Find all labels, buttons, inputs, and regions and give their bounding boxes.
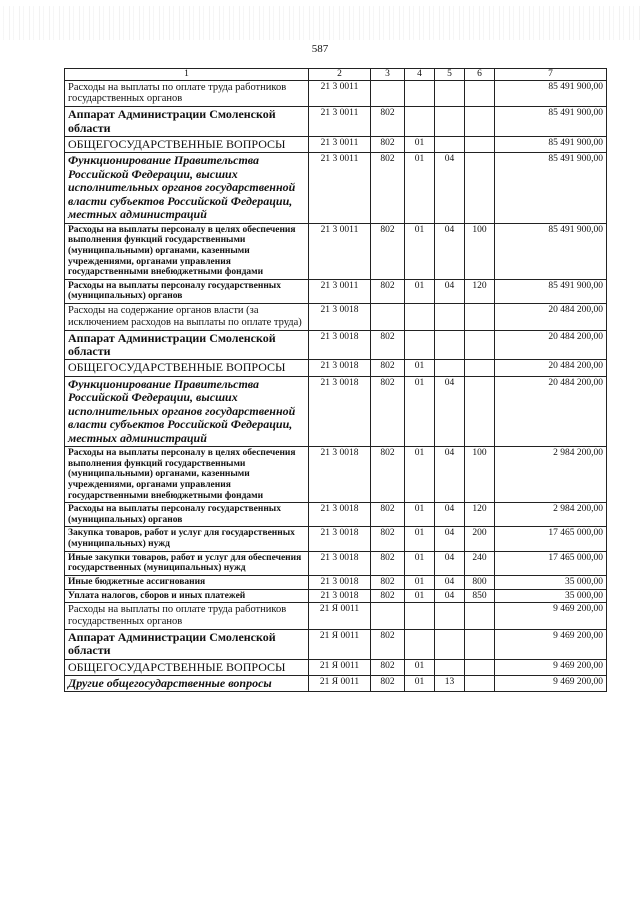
amount-cell: 9 469 200,00 (495, 603, 607, 630)
table-row (65, 376, 607, 446)
expense-type-cell (465, 603, 495, 630)
ministry-code-cell (371, 304, 405, 331)
expense-type-cell: 100 (465, 447, 495, 503)
ministry-code-cell: 802 (371, 279, 405, 303)
table-row (65, 223, 607, 279)
section-cell: 01 (405, 659, 435, 675)
row-name-cell: Расходы на выплаты персоналу в целях обеспечения выполнения функций государственными (муниципальными) органами, казенными учреждениями, органами управления государственными внебюджетными фондами (65, 223, 309, 279)
subsection-cell (435, 330, 465, 360)
ministry-code-cell: 802 (371, 503, 405, 527)
expense-type-cell: 100 (465, 223, 495, 279)
section-cell: 01 (405, 376, 435, 446)
section-cell: 01 (405, 223, 435, 279)
table-row (65, 551, 607, 575)
ministry-code-cell: 802 (371, 527, 405, 551)
table-row (65, 447, 607, 503)
header-cell: 2 (309, 69, 371, 81)
subsection-cell (435, 629, 465, 659)
amount-cell: 85 491 900,00 (495, 279, 607, 303)
expense-type-cell (465, 153, 495, 223)
table-row (65, 279, 607, 303)
row-name-cell: Расходы на выплаты персоналу государственных (муниципальных) органов (65, 279, 309, 303)
target-code-cell: 21 3 0011 (309, 80, 371, 107)
section-cell: 01 (405, 675, 435, 691)
target-code-cell: 21 Я 0011 (309, 659, 371, 675)
ministry-code-cell: 802 (371, 330, 405, 360)
expense-type-cell (465, 659, 495, 675)
subsection-cell: 04 (435, 223, 465, 279)
section-cell (405, 304, 435, 331)
row-name-cell: Иные закупки товаров, работ и услуг для обеспечения государственных (муниципальных) нужд (65, 551, 309, 575)
section-cell (405, 603, 435, 630)
section-cell: 01 (405, 153, 435, 223)
expense-type-cell (465, 629, 495, 659)
subsection-cell: 04 (435, 279, 465, 303)
row-name-cell: Функционирование Правительства Российской Федерации, высших исполнительных органов государственной власти субъектов Российской Федерации, местных администраций (65, 153, 309, 223)
row-name-cell: Аппарат Администрации Смоленской области (65, 107, 309, 137)
target-code-cell: 21 3 0018 (309, 360, 371, 376)
ministry-code-cell: 802 (371, 153, 405, 223)
ministry-code-cell: 802 (371, 376, 405, 446)
target-code-cell: 21 Я 0011 (309, 675, 371, 691)
row-name-cell: Расходы на выплаты по оплате труда работников государственных органов (65, 603, 309, 630)
subsection-cell (435, 137, 465, 153)
ministry-code-cell: 802 (371, 223, 405, 279)
amount-cell: 85 491 900,00 (495, 80, 607, 107)
header-row (65, 69, 607, 81)
ministry-code-cell: 802 (371, 107, 405, 137)
row-name-cell: Расходы на содержание органов власти (за исключением расходов на выплаты по оплате труда) (65, 304, 309, 331)
section-cell: 01 (405, 551, 435, 575)
subsection-cell: 04 (435, 527, 465, 551)
amount-cell: 20 484 200,00 (495, 304, 607, 331)
amount-cell: 2 984 200,00 (495, 503, 607, 527)
subsection-cell (435, 304, 465, 331)
table-row (65, 659, 607, 675)
expense-type-cell: 120 (465, 503, 495, 527)
row-name-cell: Другие общегосударственные вопросы (65, 675, 309, 691)
section-cell: 01 (405, 279, 435, 303)
header-cell: 3 (371, 69, 405, 81)
header-cell: 4 (405, 69, 435, 81)
ministry-code-cell: 802 (371, 447, 405, 503)
target-code-cell: 21 3 0018 (309, 503, 371, 527)
section-cell (405, 80, 435, 107)
ministry-code-cell: 802 (371, 659, 405, 675)
section-cell: 01 (405, 503, 435, 527)
target-code-cell: 21 3 0011 (309, 279, 371, 303)
ministry-code-cell: 802 (371, 575, 405, 589)
subsection-cell: 04 (435, 575, 465, 589)
expense-type-cell (465, 80, 495, 107)
subsection-cell (435, 107, 465, 137)
subsection-cell (435, 603, 465, 630)
subsection-cell: 04 (435, 503, 465, 527)
amount-cell: 9 469 200,00 (495, 629, 607, 659)
amount-cell: 85 491 900,00 (495, 107, 607, 137)
expense-type-cell (465, 376, 495, 446)
subsection-cell: 04 (435, 153, 465, 223)
row-name-cell: Расходы на выплаты персоналу государственных (муниципальных) органов (65, 503, 309, 527)
row-name-cell: ОБЩЕГОСУДАРСТВЕННЫЕ ВОПРОСЫ (65, 137, 309, 153)
amount-cell: 85 491 900,00 (495, 223, 607, 279)
table-row (65, 589, 607, 603)
target-code-cell: 21 3 0018 (309, 447, 371, 503)
table-row (65, 503, 607, 527)
target-code-cell: 21 3 0018 (309, 589, 371, 603)
ministry-code-cell (371, 80, 405, 107)
target-code-cell: 21 Я 0011 (309, 603, 371, 630)
ministry-code-cell: 802 (371, 629, 405, 659)
subsection-cell: 04 (435, 376, 465, 446)
subsection-cell (435, 80, 465, 107)
expense-type-cell: 200 (465, 527, 495, 551)
row-name-cell: ОБЩЕГОСУДАРСТВЕННЫЕ ВОПРОСЫ (65, 360, 309, 376)
row-name-cell: Закупка товаров, работ и услуг для государственных (муниципальных) нужд (65, 527, 309, 551)
header-cell: 6 (465, 69, 495, 81)
section-cell: 01 (405, 575, 435, 589)
amount-cell: 20 484 200,00 (495, 376, 607, 446)
subsection-cell: 13 (435, 675, 465, 691)
target-code-cell: 21 3 0011 (309, 153, 371, 223)
amount-cell: 9 469 200,00 (495, 659, 607, 675)
table-row (65, 629, 607, 659)
amount-cell: 9 469 200,00 (495, 675, 607, 691)
table-row (65, 675, 607, 691)
table-row (65, 107, 607, 137)
row-name-cell: Уплата налогов, сборов и иных платежей (65, 589, 309, 603)
amount-cell: 35 000,00 (495, 575, 607, 589)
amount-cell: 35 000,00 (495, 589, 607, 603)
table-row (65, 80, 607, 107)
expense-type-cell: 120 (465, 279, 495, 303)
section-cell: 01 (405, 447, 435, 503)
expense-type-cell (465, 137, 495, 153)
amount-cell: 20 484 200,00 (495, 360, 607, 376)
header-cell: 7 (495, 69, 607, 81)
subsection-cell: 04 (435, 551, 465, 575)
amount-cell: 20 484 200,00 (495, 330, 607, 360)
subsection-cell: 04 (435, 447, 465, 503)
target-code-cell: 21 3 0018 (309, 304, 371, 331)
expense-type-cell: 800 (465, 575, 495, 589)
subsection-cell (435, 659, 465, 675)
target-code-cell: 21 3 0018 (309, 527, 371, 551)
table-row (65, 527, 607, 551)
row-name-cell: Функционирование Правительства Российской Федерации, высших исполнительных органов государственной власти субъектов Российской Федерации, местных администраций (65, 376, 309, 446)
table-row (65, 330, 607, 360)
table-row (65, 137, 607, 153)
scan-noise (0, 6, 640, 40)
amount-cell: 17 465 000,00 (495, 551, 607, 575)
row-name-cell: ОБЩЕГОСУДАРСТВЕННЫЕ ВОПРОСЫ (65, 659, 309, 675)
target-code-cell: 21 Я 0011 (309, 629, 371, 659)
target-code-cell: 21 3 0018 (309, 551, 371, 575)
ministry-code-cell: 802 (371, 675, 405, 691)
section-cell (405, 629, 435, 659)
amount-cell: 17 465 000,00 (495, 527, 607, 551)
ministry-code-cell: 802 (371, 551, 405, 575)
table-row (65, 603, 607, 630)
expense-type-cell (465, 360, 495, 376)
subsection-cell (435, 360, 465, 376)
expense-type-cell (465, 675, 495, 691)
amount-cell: 2 984 200,00 (495, 447, 607, 503)
target-code-cell: 21 3 0011 (309, 137, 371, 153)
row-name-cell: Расходы на выплаты персоналу в целях обеспечения выполнения функций государственными (муниципальными) органами, казенными учреждениями, органами управления государственными внебюджетными фондами (65, 447, 309, 503)
table-row (65, 575, 607, 589)
expense-type-cell (465, 330, 495, 360)
ministry-code-cell: 802 (371, 137, 405, 153)
subsection-cell: 04 (435, 589, 465, 603)
expense-type-cell: 850 (465, 589, 495, 603)
table-row (65, 153, 607, 223)
section-cell: 01 (405, 360, 435, 376)
ministry-code-cell (371, 603, 405, 630)
section-cell: 01 (405, 137, 435, 153)
row-name-cell: Иные бюджетные ассигнования (65, 575, 309, 589)
target-code-cell: 21 3 0018 (309, 376, 371, 446)
expense-type-cell (465, 107, 495, 137)
header-cell: 5 (435, 69, 465, 81)
target-code-cell: 21 3 0011 (309, 107, 371, 137)
target-code-cell: 21 3 0018 (309, 330, 371, 360)
expense-type-cell (465, 304, 495, 331)
row-name-cell: Расходы на выплаты по оплате труда работников государственных органов (65, 80, 309, 107)
amount-cell: 85 491 900,00 (495, 137, 607, 153)
page-number: 587 (311, 43, 329, 55)
row-name-cell: Аппарат Администрации Смоленской области (65, 629, 309, 659)
target-code-cell: 21 3 0018 (309, 575, 371, 589)
amount-cell: 85 491 900,00 (495, 153, 607, 223)
header-cell: 1 (65, 69, 309, 81)
table-row (65, 360, 607, 376)
ministry-code-cell: 802 (371, 589, 405, 603)
ministry-code-cell: 802 (371, 360, 405, 376)
section-cell: 01 (405, 527, 435, 551)
table-row (65, 304, 607, 331)
budget-table (64, 68, 607, 692)
section-cell (405, 330, 435, 360)
target-code-cell: 21 3 0011 (309, 223, 371, 279)
expense-type-cell: 240 (465, 551, 495, 575)
section-cell: 01 (405, 589, 435, 603)
section-cell (405, 107, 435, 137)
row-name-cell: Аппарат Администрации Смоленской области (65, 330, 309, 360)
